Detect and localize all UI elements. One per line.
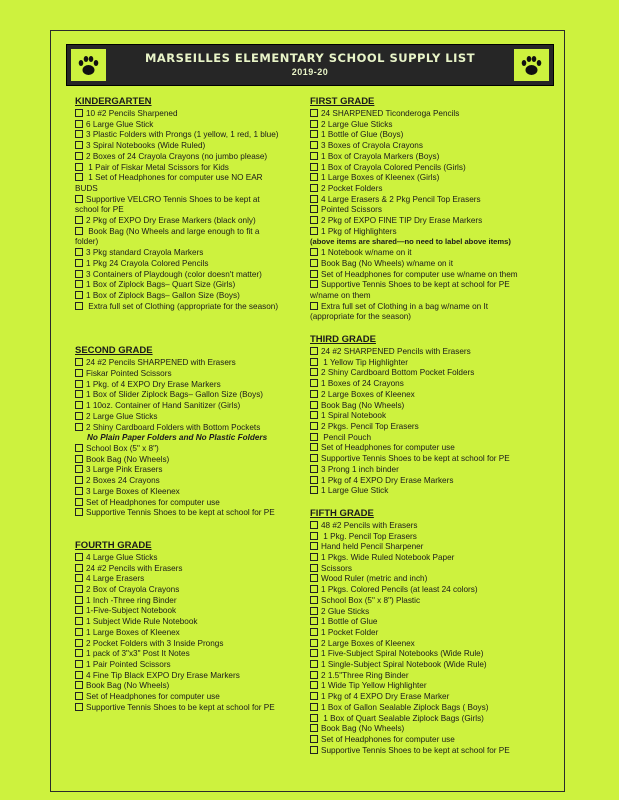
list-item: 1 Single-Subject Spiral Notebook (Wide Rule) xyxy=(310,660,560,671)
third-grade-title: THIRD GRADE xyxy=(310,334,376,346)
list-item: Set of Headphones for computer use xyxy=(75,692,315,703)
list-item: Book Bag (No Wheels and large enough to fit a xyxy=(75,227,315,238)
second-grade-title: SECOND GRADE xyxy=(75,345,153,357)
fourth-grade-section xyxy=(75,540,315,714)
list-item: 2 Pkg of EXPO FINE TIP Dry Erase Markers xyxy=(310,216,560,227)
list-item: 1 Five-Subject Spiral Notebooks (Wide Rule) xyxy=(310,649,560,660)
list-item: 1 Pair of Fiskar Metal Scissors for Kids xyxy=(75,163,315,174)
list-item: 1 Box of Ziplock Bags– Gallon Size (Boys) xyxy=(75,291,315,302)
list-item: School Box (5" x 8") xyxy=(75,444,315,455)
list-item: Supportive Tennis Shoes to be kept at school for PE xyxy=(310,454,560,465)
list-item: 1 Yellow Tip Highlighter xyxy=(310,358,560,369)
list-item: 1 Large Glue Stick xyxy=(310,486,560,497)
list-item: 1 Box of Quart Sealable Ziplock Bags (Girls) xyxy=(310,714,560,725)
list-item: 1 Boxes of 24 Crayons xyxy=(310,379,560,390)
list-item: 2 Large Boxes of Kleenex xyxy=(310,639,560,650)
list-item: 1 Pkg 24 Crayola Colored Pencils xyxy=(75,259,315,270)
list-item: 4 Large Erasers & 2 Pkg Pencil Top Erasers xyxy=(310,195,560,206)
list-item: 1 Pkg of 4 EXPO Dry Erase Marker xyxy=(310,692,560,703)
list-item: Book Bag (No Wheels) xyxy=(310,724,560,735)
list-item: 3 Pkg standard Crayola Markers xyxy=(75,248,315,259)
list-item: 24 #2 Pencils with Erasers xyxy=(75,564,315,575)
list-item: Book Bag (No Wheels) xyxy=(75,455,315,466)
list-item: 1-Five-Subject Notebook xyxy=(75,606,315,617)
list-item: 2 Large Boxes of Kleenex xyxy=(310,390,560,401)
list-item: Supportive Tennis Shoes to be kept at school for PE xyxy=(75,703,315,714)
list-item: 4 Large Erasers xyxy=(75,574,315,585)
list-item: 1 Box of Crayola Markers (Boys) xyxy=(310,152,560,163)
list-item: 2 Glue Sticks xyxy=(310,607,560,618)
list-item-continuation: folder) xyxy=(75,237,99,247)
fifth-grade-section xyxy=(310,508,560,756)
list-item: School Box (5" x 8") Plastic xyxy=(310,596,560,607)
kindergarten-title: KINDERGARTEN xyxy=(75,96,152,107)
header-banner xyxy=(66,44,554,86)
list-item: 1 Pkg. Pencil Top Erasers xyxy=(310,532,560,543)
list-item: 3 Plastic Folders with Prongs (1 yellow, 1 red, 1 blue) xyxy=(75,130,315,141)
list-item: 1 Inch -Three ring Binder xyxy=(75,596,315,607)
list-item: 1 Pkg of Highlighters xyxy=(310,227,560,238)
shared-items-note: (above items are shared—no need to label above items) xyxy=(310,237,511,247)
list-item: 1 Pair Pointed Scissors xyxy=(75,660,315,671)
list-item: Book Bag (No Wheels) xyxy=(310,401,560,412)
list-item: 1 10oz. Container of Hand Sanitizer (Girls) xyxy=(75,401,315,412)
list-item: Set of Headphones for computer use xyxy=(310,443,560,454)
list-item: 10 #2 Pencils Sharpened xyxy=(75,109,315,120)
list-item: 2 Box of Crayola Crayons xyxy=(75,585,315,596)
list-item: 1 Pkgs. Wide Ruled Notebook Paper xyxy=(310,553,560,564)
list-item: Set of Headphones for computer use w/name on them xyxy=(310,270,560,281)
list-item: 2 Boxes 24 Crayons xyxy=(75,476,315,487)
list-item: 2 Pocket Folders with 3 Inside Prongs xyxy=(75,639,315,650)
list-item: 1 Subject Wide Rule Notebook xyxy=(75,617,315,628)
list-item: 6 Large Glue Stick xyxy=(75,120,315,131)
list-item: 1 Box of Slider Ziplock Bags– Gallon Size (Boys) xyxy=(75,390,315,401)
list-item: 3 Spiral Notebooks (Wide Ruled) xyxy=(75,141,315,152)
list-item: Wood Ruler (metric and inch) xyxy=(310,574,560,585)
list-item: Set of Headphones for computer use xyxy=(75,498,315,509)
list-item-continuation: w/name on them xyxy=(310,290,371,300)
list-item: 2 1.5"Three Ring Binder xyxy=(310,671,560,682)
list-item: Hand held Pencil Sharpener xyxy=(310,542,560,553)
list-item: 3 Prong 1 inch binder xyxy=(310,465,560,476)
list-item: 1 Pkgs. Colored Pencils (at least 24 colors) xyxy=(310,585,560,596)
list-item: 1 Notebook w/name on it xyxy=(310,248,560,259)
list-item: 1 pack of 3"x3" Post It Notes xyxy=(75,649,315,660)
list-item: 3 Large Boxes of Kleenex xyxy=(75,487,315,498)
left-column xyxy=(75,96,315,713)
fifth-grade-title: FIFTH GRADE xyxy=(310,507,374,519)
folder-note: No Plain Paper Folders and No Plastic Folders xyxy=(87,433,268,443)
list-item: 2 Large Glue Sticks xyxy=(310,120,560,131)
list-item: 2 Large Glue Sticks xyxy=(75,412,315,423)
list-item: 2 Shiny Cardboard Folders with Bottom Pockets xyxy=(75,423,315,434)
list-item: 1 Large Boxes of Kleenex (Girls) xyxy=(310,173,560,184)
first-grade-section xyxy=(310,96,560,323)
list-item: 3 Containers of Playdough (color doesn't matter) xyxy=(75,270,315,281)
list-item: Pointed Scissors xyxy=(310,205,560,216)
list-item: 24 SHARPENED Ticonderoga Pencils xyxy=(310,109,560,120)
third-grade-section xyxy=(310,334,560,497)
list-item-continuation: school for PE xyxy=(75,205,124,215)
list-item: 1 Pkg of 4 EXPO Dry Erase Markers xyxy=(310,476,560,487)
list-item: Extra full set of Clothing in a bag w/name on It xyxy=(310,302,560,313)
first-grade-title: FIRST GRADE xyxy=(310,96,375,107)
paw-print-icon xyxy=(514,49,549,81)
list-item: 2 Pocket Folders xyxy=(310,184,560,195)
paw-print-icon xyxy=(71,49,106,81)
list-item: 2 Pkg of EXPO Dry Erase Markers (black only) xyxy=(75,216,315,227)
list-item: 1 Box of Gallon Sealable Ziplock Bags ( Boys) xyxy=(310,703,560,714)
list-item: Fiskar Pointed Scissors xyxy=(75,369,315,380)
list-item: 3 Large Pink Erasers xyxy=(75,465,315,476)
list-item: 1 Box of Crayola Colored Pencils (Girls) xyxy=(310,163,560,174)
list-item: 1 Box of Ziplock Bags– Quart Size (Girls) xyxy=(75,280,315,291)
list-item: 1 Set of Headphones for computer use NO EAR xyxy=(75,173,315,184)
second-grade-section xyxy=(75,345,315,519)
list-item: 1 Bottle of Glue xyxy=(310,617,560,628)
list-item: Set of Headphones for computer use xyxy=(310,735,560,746)
list-item: 4 Large Glue Sticks xyxy=(75,553,315,564)
list-item: 1 Large Boxes of Kleenex xyxy=(75,628,315,639)
list-item: 1 Spiral Notebook xyxy=(310,411,560,422)
list-item: Book Bag (No Wheels) w/name on it xyxy=(310,259,560,270)
list-item: 24 #2 SHARPENED Pencils with Erasers xyxy=(310,347,560,358)
list-item: 2 Shiny Cardboard Bottom Pocket Folders xyxy=(310,368,560,379)
list-item: 2 Pkgs. Pencil Top Erasers xyxy=(310,422,560,433)
list-item: 48 #2 Pencils with Erasers xyxy=(310,521,560,532)
right-column xyxy=(310,96,560,756)
list-item: 4 Fine Tip Black EXPO Dry Erase Markers xyxy=(75,671,315,682)
list-item: Supportive Tennis Shoes to be kept at school for PE xyxy=(310,280,560,291)
list-item: 1 Pocket Folder xyxy=(310,628,560,639)
list-item: 1 Pkg. of 4 EXPO Dry Erase Markers xyxy=(75,380,315,391)
kindergarten-section xyxy=(75,96,315,312)
list-item: Supportive Tennis Shoes to be kept at school for PE xyxy=(310,746,560,757)
school-year: 2019-20 xyxy=(291,67,329,77)
list-item: Supportive Tennis Shoes to be kept at school for PE xyxy=(75,508,315,519)
list-item: Book Bag (No Wheels) xyxy=(75,681,315,692)
list-item: 1 Wide Tip Yellow Highlighter xyxy=(310,681,560,692)
list-item: Extra full set of Clothing (appropriate for the season) xyxy=(75,302,315,313)
fourth-grade-title: FOURTH GRADE xyxy=(75,539,152,551)
page-title: MARSEILLES ELEMENTARY SCHOOL SUPPLY LIST xyxy=(144,51,476,65)
list-item-continuation: BUDS xyxy=(75,183,98,193)
list-item: 3 Boxes of Crayola Crayons xyxy=(310,141,560,152)
list-item: 1 Bottle of Glue (Boys) xyxy=(310,130,560,141)
list-item: Supportive VELCRO Tennis Shoes to be kept at xyxy=(75,195,315,206)
list-item: Pencil Pouch xyxy=(310,433,560,444)
list-item: 2 Boxes of 24 Crayola Crayons (no jumbo please) xyxy=(75,152,315,163)
list-item: Scissors xyxy=(310,564,560,575)
list-item: 24 #2 Pencils SHARPENED with Erasers xyxy=(75,358,315,369)
list-item-continuation: (appropriate for the season) xyxy=(310,312,412,322)
